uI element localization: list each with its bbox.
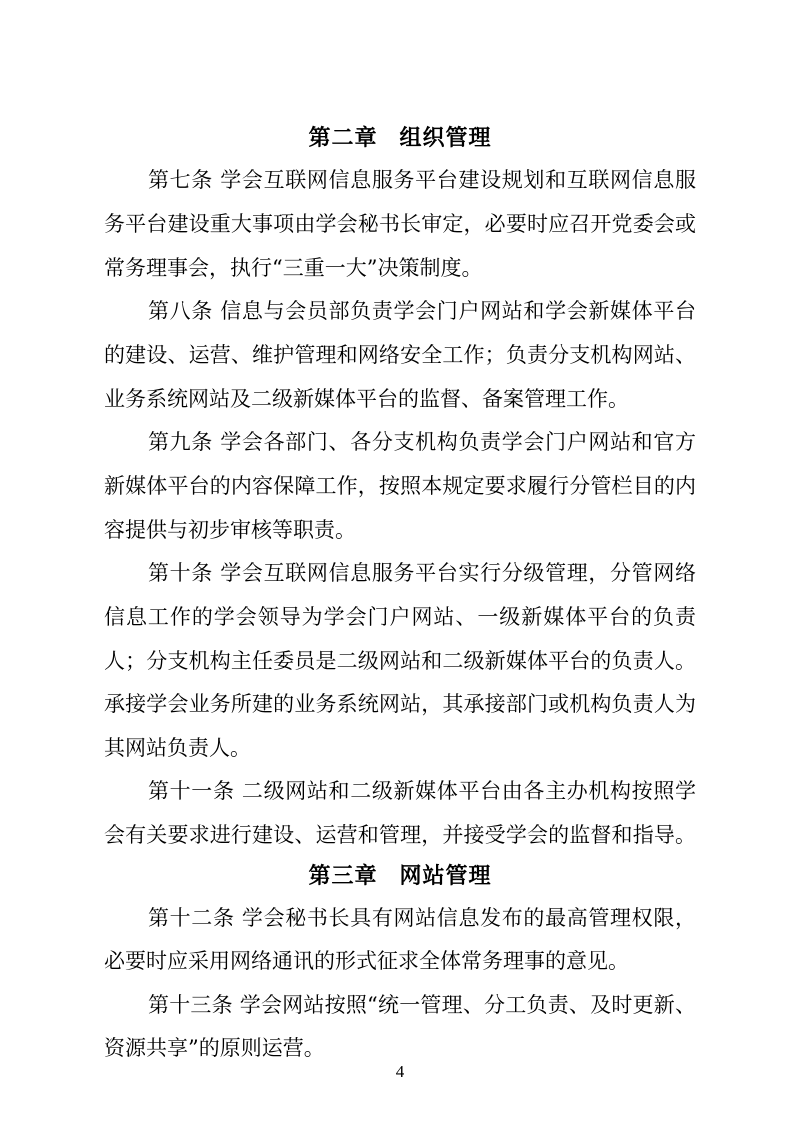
article-10-line-2: 信息工作的学会领导为学会门户网站、一级新媒体平台的负责 xyxy=(104,605,696,629)
chapter-3-heading xyxy=(0,859,800,890)
article-7-line-3: 常务理事会，执行“三重一大”决策制度。 xyxy=(104,256,483,280)
article-12-line-2: 必要时应采用网络通讯的形式征求全体常务理事的意见。 xyxy=(104,949,629,973)
article-9-line-2: 新媒体平台的内容保障工作，按照本规定要求履行分管栏目的内 xyxy=(104,474,696,498)
article-7-line-1: 第七条 学会互联网信息服务平台建设规划和互联网信息服 xyxy=(148,168,696,192)
article-10-line-1: 第十条 学会互联网信息服务平台实行分级管理，分管网络 xyxy=(148,561,696,585)
chapter-3-subtitle: 网站管理 xyxy=(399,864,492,889)
article-10-line-5: 其网站负责人。 xyxy=(104,736,251,760)
article-11-line-1: 第十一条 二级网站和二级新媒体平台由各主办机构按照学 xyxy=(148,779,696,803)
article-8-line-1: 第八条 信息与会员部负责学会门户网站和学会新媒体平台 xyxy=(148,299,696,323)
article-13-line-2: 资源共享”的原则运营。 xyxy=(104,1036,325,1060)
article-11-line-2: 会有关要求进行建设、运营和管理，并接受学会的监督和指导。 xyxy=(104,823,696,847)
article-10-line-3: 人；分支机构主任委员是二级网站和二级新媒体平台的负责人。 xyxy=(104,649,696,673)
article-10-line-4: 承接学会业务所建的业务系统网站，其承接部门或机构负责人为 xyxy=(104,692,696,716)
page-number: 4 xyxy=(395,1062,405,1081)
article-13-line-1: 第十三条 学会网站按照“统一管理、分工负责、及时更新、 xyxy=(148,993,696,1017)
chapter-2-heading xyxy=(0,121,800,152)
article-9-line-3: 容提供与初步审核等职责。 xyxy=(104,518,356,542)
article-8-line-2: 的建设、运营、维护管理和网络安全工作；负责分支机构网站、 xyxy=(104,343,696,367)
chapter-3-title: 第三章 xyxy=(308,864,378,889)
chapter-2-subtitle: 组织管理 xyxy=(399,126,492,151)
article-8-line-3: 业务系统网站及二级新媒体平台的监督、备案管理工作。 xyxy=(104,387,629,411)
article-12-line-1: 第十二条 学会秘书长具有网站信息发布的最高管理权限， xyxy=(148,906,696,930)
chapter-2-title: 第二章 xyxy=(308,126,378,151)
article-9-line-1: 第九条 学会各部门、各分支机构负责学会门户网站和官方 xyxy=(148,430,696,454)
article-7-line-2: 务平台建设重大事项由学会秘书长审定，必要时应召开党委会或 xyxy=(104,212,696,236)
